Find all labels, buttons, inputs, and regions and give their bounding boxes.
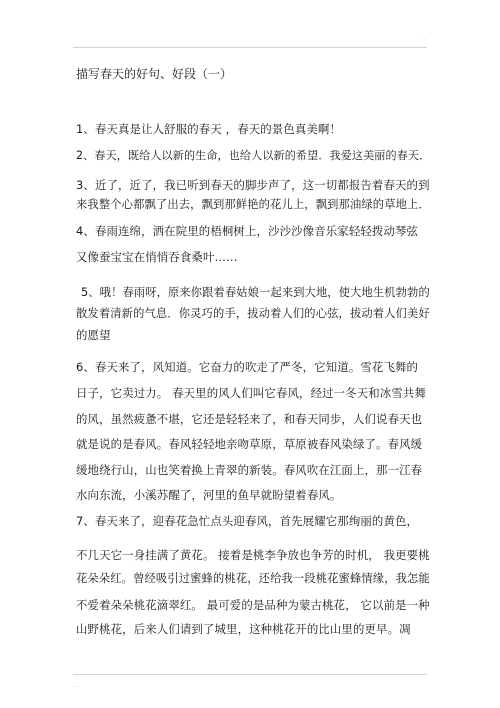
text-line: 花朵朵红。曾经吸引过蜜蜂的桃花，还给我一段桃花蜜蜂情缘，我怎能	[76, 572, 430, 585]
footer-rule	[73, 674, 427, 675]
text-line: 的愿望	[76, 328, 111, 342]
corner-mark-bottom: · ·	[73, 684, 79, 691]
text-line: 1、春天真是让人舒服的春天 ，春天的景色真美啊！	[76, 122, 342, 136]
text-line: 6、春天来了，风知道。它奋力的吹走了严冬，它知道。雪花飞舞的	[76, 360, 419, 374]
text-line: 散发着清新的气息．你灵巧的手，拔动着人们的心弦，拔动着人们美好	[76, 307, 430, 320]
corner-mark-top: · ·	[421, 37, 427, 44]
text-line: 就是说的是春风。春风轻轻地亲吻草原，草原被春风染绿了。春风缓	[76, 437, 423, 451]
text-line: 4、春雨连绵，洒在院里的梧桐树上，沙沙沙像音乐家轻轻拨动琴弦	[76, 224, 419, 238]
text-line: 7、春天来了，迎春花急忙点头迎春风，首先展耀它那绚丽的黄色，	[76, 514, 419, 528]
text-line: 日子，它卖过力。 春天里的风人们叫它春风，经过一冬天和冰雪共舞	[76, 386, 426, 400]
text-line: 3、近了，近了，我已听到春天的脚步声了，这一切都报告着春天的到	[76, 178, 430, 192]
text-line: 山野桃花，后来人们请到了城里，这种桃花开的比山里的更早。凋	[76, 622, 411, 636]
text-line: 来我整个心都飘了出去，飘到那鲜艳的花儿上，飘到那油绿的草地上．	[76, 198, 430, 211]
text-line: 又像蚕宝宝在悄悄吞食桑叶……	[76, 250, 238, 264]
text-line: 的风，虽然疲惫不堪，它还是轻轻来了，和春天同步，人们说春天也	[76, 412, 423, 426]
text-line: 水向东流，小溪苏醒了，河里的鱼早就盼望着春风。	[76, 488, 342, 502]
text-line: 5、哦！春雨呀，原来你跟着春姑娘一起来到大地，使大地生机勃勃的	[81, 286, 430, 299]
text-line: 缓地绕行山，山也笑着换上青翠的新装。春风吹在江面上，那一江春	[76, 463, 423, 477]
text-line: 2、春天，既给人以新的生命，也给人以新的希望．我爱这美丽的春天．	[76, 149, 431, 162]
document-title: 描写春天的好句、好段（一）	[76, 67, 233, 81]
text-line: 不爱着朵朵桃花滴翠红。 最可爱的是品种为蒙古桃花， 它以前是一种	[76, 598, 430, 612]
text-line: 不几天它一身挂满了黄花。 接着是桃李争放也争芳的时机， 我更要桃	[76, 548, 430, 562]
header-rule	[73, 47, 427, 48]
